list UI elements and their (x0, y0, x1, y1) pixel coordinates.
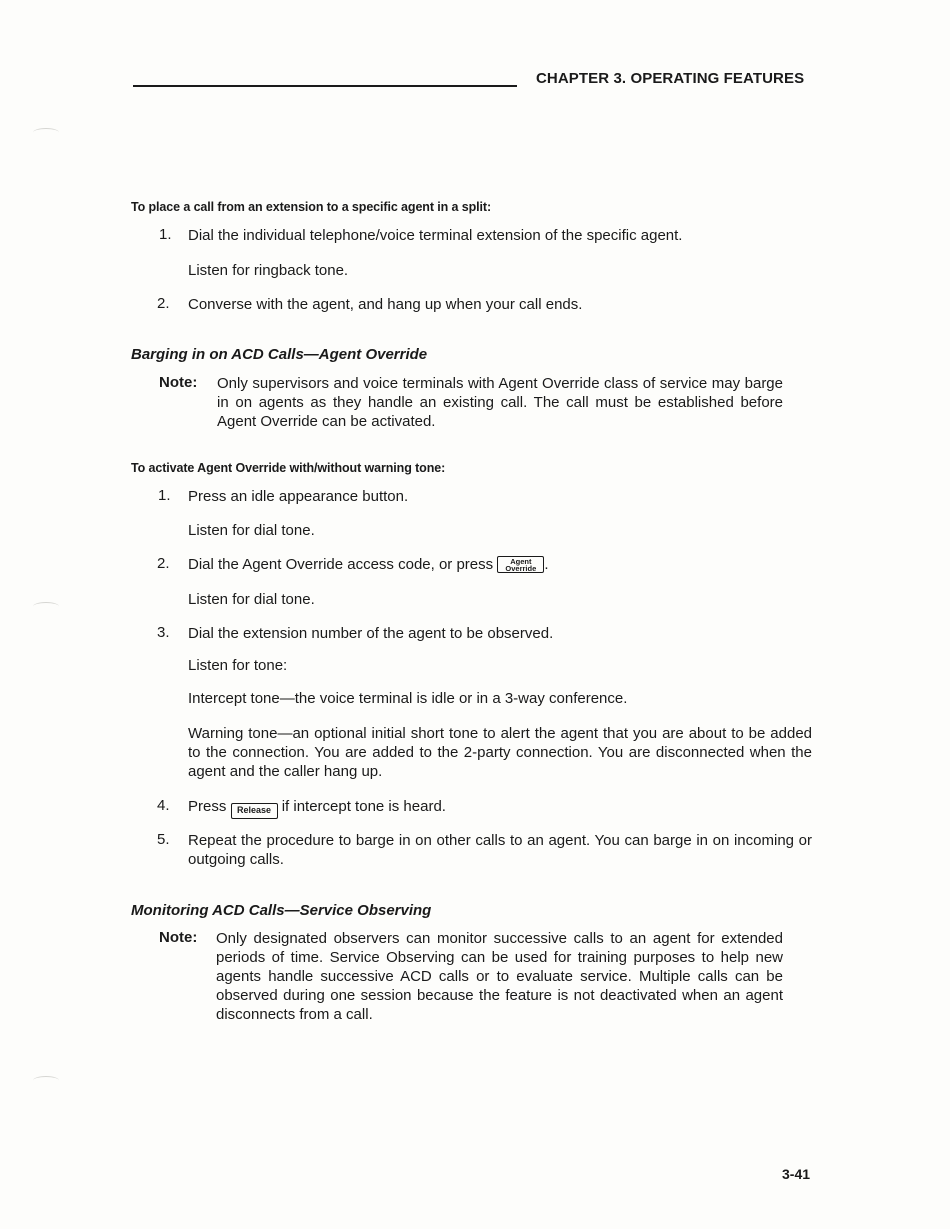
step-subtext: Listen for dial tone. (188, 522, 315, 539)
release-key: Release (231, 803, 278, 819)
note-text: Only designated observers can monitor successive calls to an agent for extended periods of time. Service Observing can be used for training purposes to help new agents handle successive ACD calls or to evaluate service. Multiple calls can be observed during one session because the feature is not deactivated when an agent disconnects from a call. (216, 930, 783, 1023)
key-line: Override (505, 564, 537, 573)
step-text: Dial the individual telephone/voice terminal extension of the specific agent. (188, 227, 683, 244)
step-number: 1. (158, 487, 171, 504)
page-number: 3-41 (782, 1166, 811, 1182)
binder-hole-mark (33, 602, 59, 611)
step-text-after: . (544, 556, 549, 573)
note-label: Note: (159, 929, 198, 946)
step-text: Press an idle appearance button. (188, 488, 409, 505)
binder-hole-mark (33, 1076, 59, 1085)
step-text: Converse with the agent, and hang up when your call ends. (188, 296, 583, 313)
key-line: Agent (510, 557, 532, 566)
step-subtext: Intercept tone—the voice terminal is idle or in a 3-way conference. (188, 690, 628, 707)
step-number: 2. (157, 295, 170, 312)
binder-hole-mark (33, 128, 59, 137)
step-text-after: if intercept tone is heard. (281, 798, 446, 815)
step-text-before: Dial the Agent Override access code, or press (188, 556, 494, 573)
step-subtext: Listen for dial tone. (188, 591, 315, 608)
step-number: 3. (157, 624, 170, 641)
chapter-title: CHAPTER 3. OPERATING FEATURES (536, 70, 805, 87)
note-text: Only supervisors and voice terminals with Agent Override class of service may barge in on agents as they handle an existing call. The call must be established before Agent Override can be activated. (217, 375, 783, 430)
step-text-before: Press (188, 798, 227, 815)
section-title-barging: Barging in on ACD Calls—Agent Override (131, 346, 428, 363)
step-number: 1. (159, 226, 172, 243)
header-rule (133, 85, 517, 87)
step-subtext: Warning tone—an optional initial short tone to alert the agent that you are about to be added to the connection. You are added to the 2-party connection. You are disconnected when the agent and the caller hang up. (188, 725, 812, 780)
step-number: 5. (157, 831, 170, 848)
step-text (188, 797, 818, 819)
step-subtext: Listen for ringback tone. (188, 262, 349, 279)
section-title-monitoring: Monitoring ACD Calls—Service Observing (131, 902, 432, 919)
note-label: Note: (159, 374, 198, 391)
step-number: 2. (157, 555, 170, 572)
step-text: Repeat the procedure to barge in on other calls to an agent. You can barge in on incoming or outgoing calls. (188, 832, 812, 868)
step-text: Dial the extension number of the agent to be observed. (188, 625, 554, 642)
step-number: 4. (157, 797, 170, 814)
procedure-heading-place-call: To place a call from an extension to a specific agent in a split: (131, 200, 492, 214)
step-text (188, 555, 818, 574)
step-subtext: Listen for tone: (188, 657, 288, 674)
procedure-heading-activate-override: To activate Agent Override with/without warning tone: (131, 461, 446, 475)
agent-override-key (497, 556, 544, 573)
